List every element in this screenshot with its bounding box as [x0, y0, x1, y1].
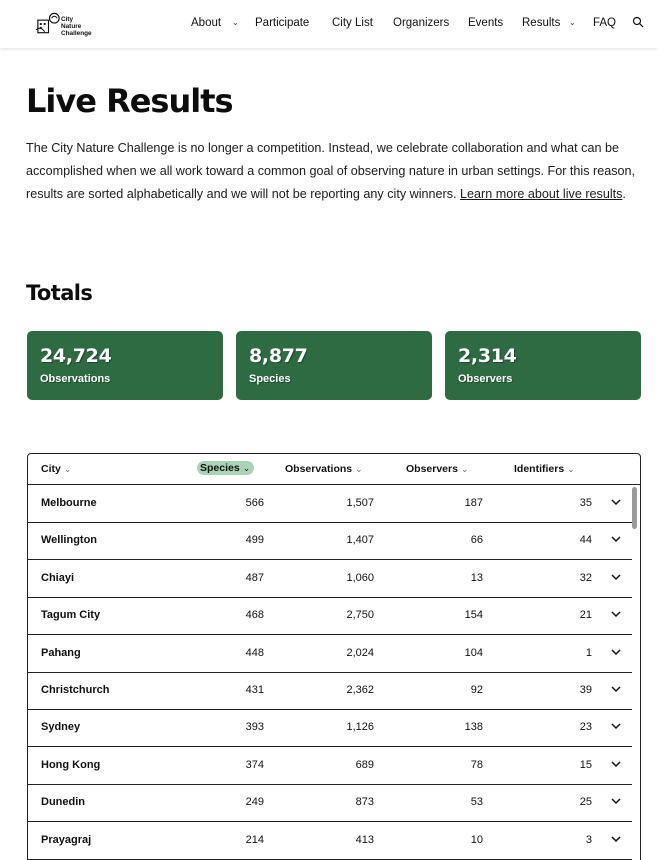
cell-city: Sydney	[41, 721, 81, 734]
cell-city: Prayagraj	[41, 833, 92, 846]
expand-row-chevron-icon[interactable]	[610, 646, 622, 658]
column-header-observers[interactable]: Observers ⌄	[406, 463, 469, 475]
learn-more-link[interactable]: Learn more about live results	[460, 187, 623, 201]
nav-about[interactable]: About	[191, 17, 222, 29]
cell-city: Tagum City	[41, 609, 101, 622]
cell-city: Hong Kong	[41, 758, 101, 771]
cell-observations: 1,507	[346, 497, 374, 509]
cell-observations: 689	[355, 758, 374, 771]
expand-row-chevron-icon[interactable]	[610, 683, 622, 695]
total-label: Species	[249, 373, 291, 385]
search-icon[interactable]	[632, 16, 644, 28]
cell-identifiers: 3	[585, 833, 592, 846]
table-row[interactable]	[28, 635, 632, 673]
cell-observers: 104	[464, 646, 483, 659]
nav-events[interactable]: Events	[468, 17, 504, 29]
cell-identifiers: 35	[579, 497, 592, 509]
table-row[interactable]	[28, 822, 632, 860]
logo-text: City Nature Challenge	[61, 15, 92, 37]
cell-identifiers: 44	[579, 534, 592, 547]
cell-observations: 1,126	[346, 721, 374, 734]
column-header-observations[interactable]: Observations ⌄	[285, 463, 363, 475]
cell-species: 393	[245, 721, 264, 734]
chevron-down-icon: ⌄	[355, 464, 363, 474]
cell-identifiers: 25	[579, 796, 592, 809]
cell-observers: 138	[464, 721, 483, 734]
total-label: Observations	[40, 373, 111, 385]
total-card-observations	[27, 331, 223, 400]
chevron-down-icon[interactable]: ⌄	[569, 18, 576, 27]
cell-observations: 873	[355, 796, 374, 809]
cell-observations: 1,060	[346, 571, 374, 584]
column-header-identifiers[interactable]: Identifiers ⌄	[514, 463, 575, 475]
nav-organizers[interactable]: Organizers	[393, 17, 450, 29]
cell-city: Pahang	[41, 646, 81, 659]
total-value: 2,314	[458, 345, 517, 367]
table-row[interactable]	[28, 709, 632, 747]
chevron-down-icon: ⌄	[460, 464, 469, 474]
cell-species: 249	[245, 796, 264, 809]
column-header-city[interactable]: City ⌄	[41, 463, 72, 475]
chevron-down-icon: ⌄	[63, 464, 72, 474]
chevron-down-icon: ⌄	[242, 463, 251, 473]
chevron-down-icon: ⌄	[567, 464, 575, 474]
cell-species: 214	[245, 833, 264, 846]
expand-row-chevron-icon[interactable]	[610, 758, 622, 770]
expand-row-chevron-icon[interactable]	[610, 571, 622, 583]
cell-city: Christchurch	[41, 684, 110, 696]
table-header	[28, 454, 640, 485]
intro-paragraph	[26, 137, 638, 206]
intro-end: .	[622, 187, 626, 201]
cell-observations: 2,024	[346, 646, 374, 659]
cell-observers: 10	[470, 833, 483, 846]
chevron-down-icon[interactable]: ⌄	[232, 18, 239, 27]
cell-species: 487	[245, 571, 264, 584]
results-table	[27, 453, 641, 860]
expand-row-chevron-icon[interactable]	[610, 608, 622, 620]
cell-species: 374	[245, 758, 264, 771]
cell-city: Dunedin	[41, 796, 85, 809]
cell-observations: 2,362	[346, 684, 374, 696]
cell-observers: 92	[470, 684, 483, 696]
table-row[interactable]	[28, 522, 632, 560]
cell-identifiers: 21	[579, 609, 592, 622]
expand-row-chevron-icon[interactable]	[610, 833, 622, 845]
cell-identifiers: 23	[579, 721, 592, 734]
nav-participate[interactable]: Participate	[255, 17, 310, 29]
cell-identifiers: 15	[579, 758, 592, 771]
nav-faq[interactable]: FAQ	[593, 17, 617, 29]
expand-row-chevron-icon[interactable]	[610, 533, 622, 545]
total-value: 8,877	[249, 345, 308, 367]
table-row[interactable]	[28, 784, 632, 822]
intro-text: The City Nature Challenge is no longer a competition. Instead, we celebrate collaboration and what can be accomplished when we all work toward a common goal of observing nature in urban settings. For this reason, results are sorted alphabetically and we will not be reporting any city winners.	[26, 141, 636, 201]
nav-city-list[interactable]: City List	[332, 17, 373, 29]
cell-observers: 66	[470, 534, 483, 547]
main-nav	[0, 17, 658, 31]
expand-row-chevron-icon[interactable]	[610, 720, 622, 732]
cell-observers: 78	[470, 758, 483, 771]
cell-observers: 13	[470, 571, 483, 584]
cell-observers: 53	[470, 796, 483, 809]
totals-heading: Totals	[26, 281, 93, 305]
cell-species: 448	[245, 646, 264, 659]
cell-observers: 187	[464, 497, 483, 509]
cell-city: Chiayi	[41, 571, 75, 584]
cell-observations: 1,407	[346, 534, 374, 547]
cell-observations: 413	[355, 833, 374, 846]
table-row[interactable]	[28, 747, 632, 785]
cell-observations: 2,750	[346, 609, 374, 622]
cell-species: 566	[245, 497, 264, 509]
total-card-observers	[445, 331, 641, 400]
total-label: Observers	[458, 373, 513, 385]
cell-species: 468	[245, 609, 264, 622]
table-scrollbar[interactable]	[632, 487, 637, 529]
cell-observers: 154	[464, 609, 483, 622]
cell-city: Wellington	[41, 534, 98, 547]
table-row[interactable]	[28, 485, 632, 523]
table-row[interactable]	[28, 597, 632, 635]
cell-species: 499	[245, 534, 264, 547]
column-header-species[interactable]: Species ⌄	[197, 461, 254, 475]
cell-identifiers: 32	[579, 571, 592, 584]
expand-row-chevron-icon[interactable]	[610, 496, 622, 508]
table-row[interactable]	[28, 560, 632, 598]
nav-results[interactable]: Results	[522, 17, 561, 29]
cell-city: Melbourne	[41, 497, 97, 509]
table-row[interactable]	[28, 672, 632, 710]
cell-species: 431	[245, 684, 264, 696]
cell-identifiers: 39	[579, 684, 592, 696]
expand-row-chevron-icon[interactable]	[610, 795, 622, 807]
total-card-species	[236, 331, 432, 400]
page-title: Live Results	[26, 82, 233, 120]
cell-identifiers: 1	[585, 646, 592, 659]
total-value: 24,724	[40, 345, 112, 367]
site-header	[0, 0, 658, 48]
